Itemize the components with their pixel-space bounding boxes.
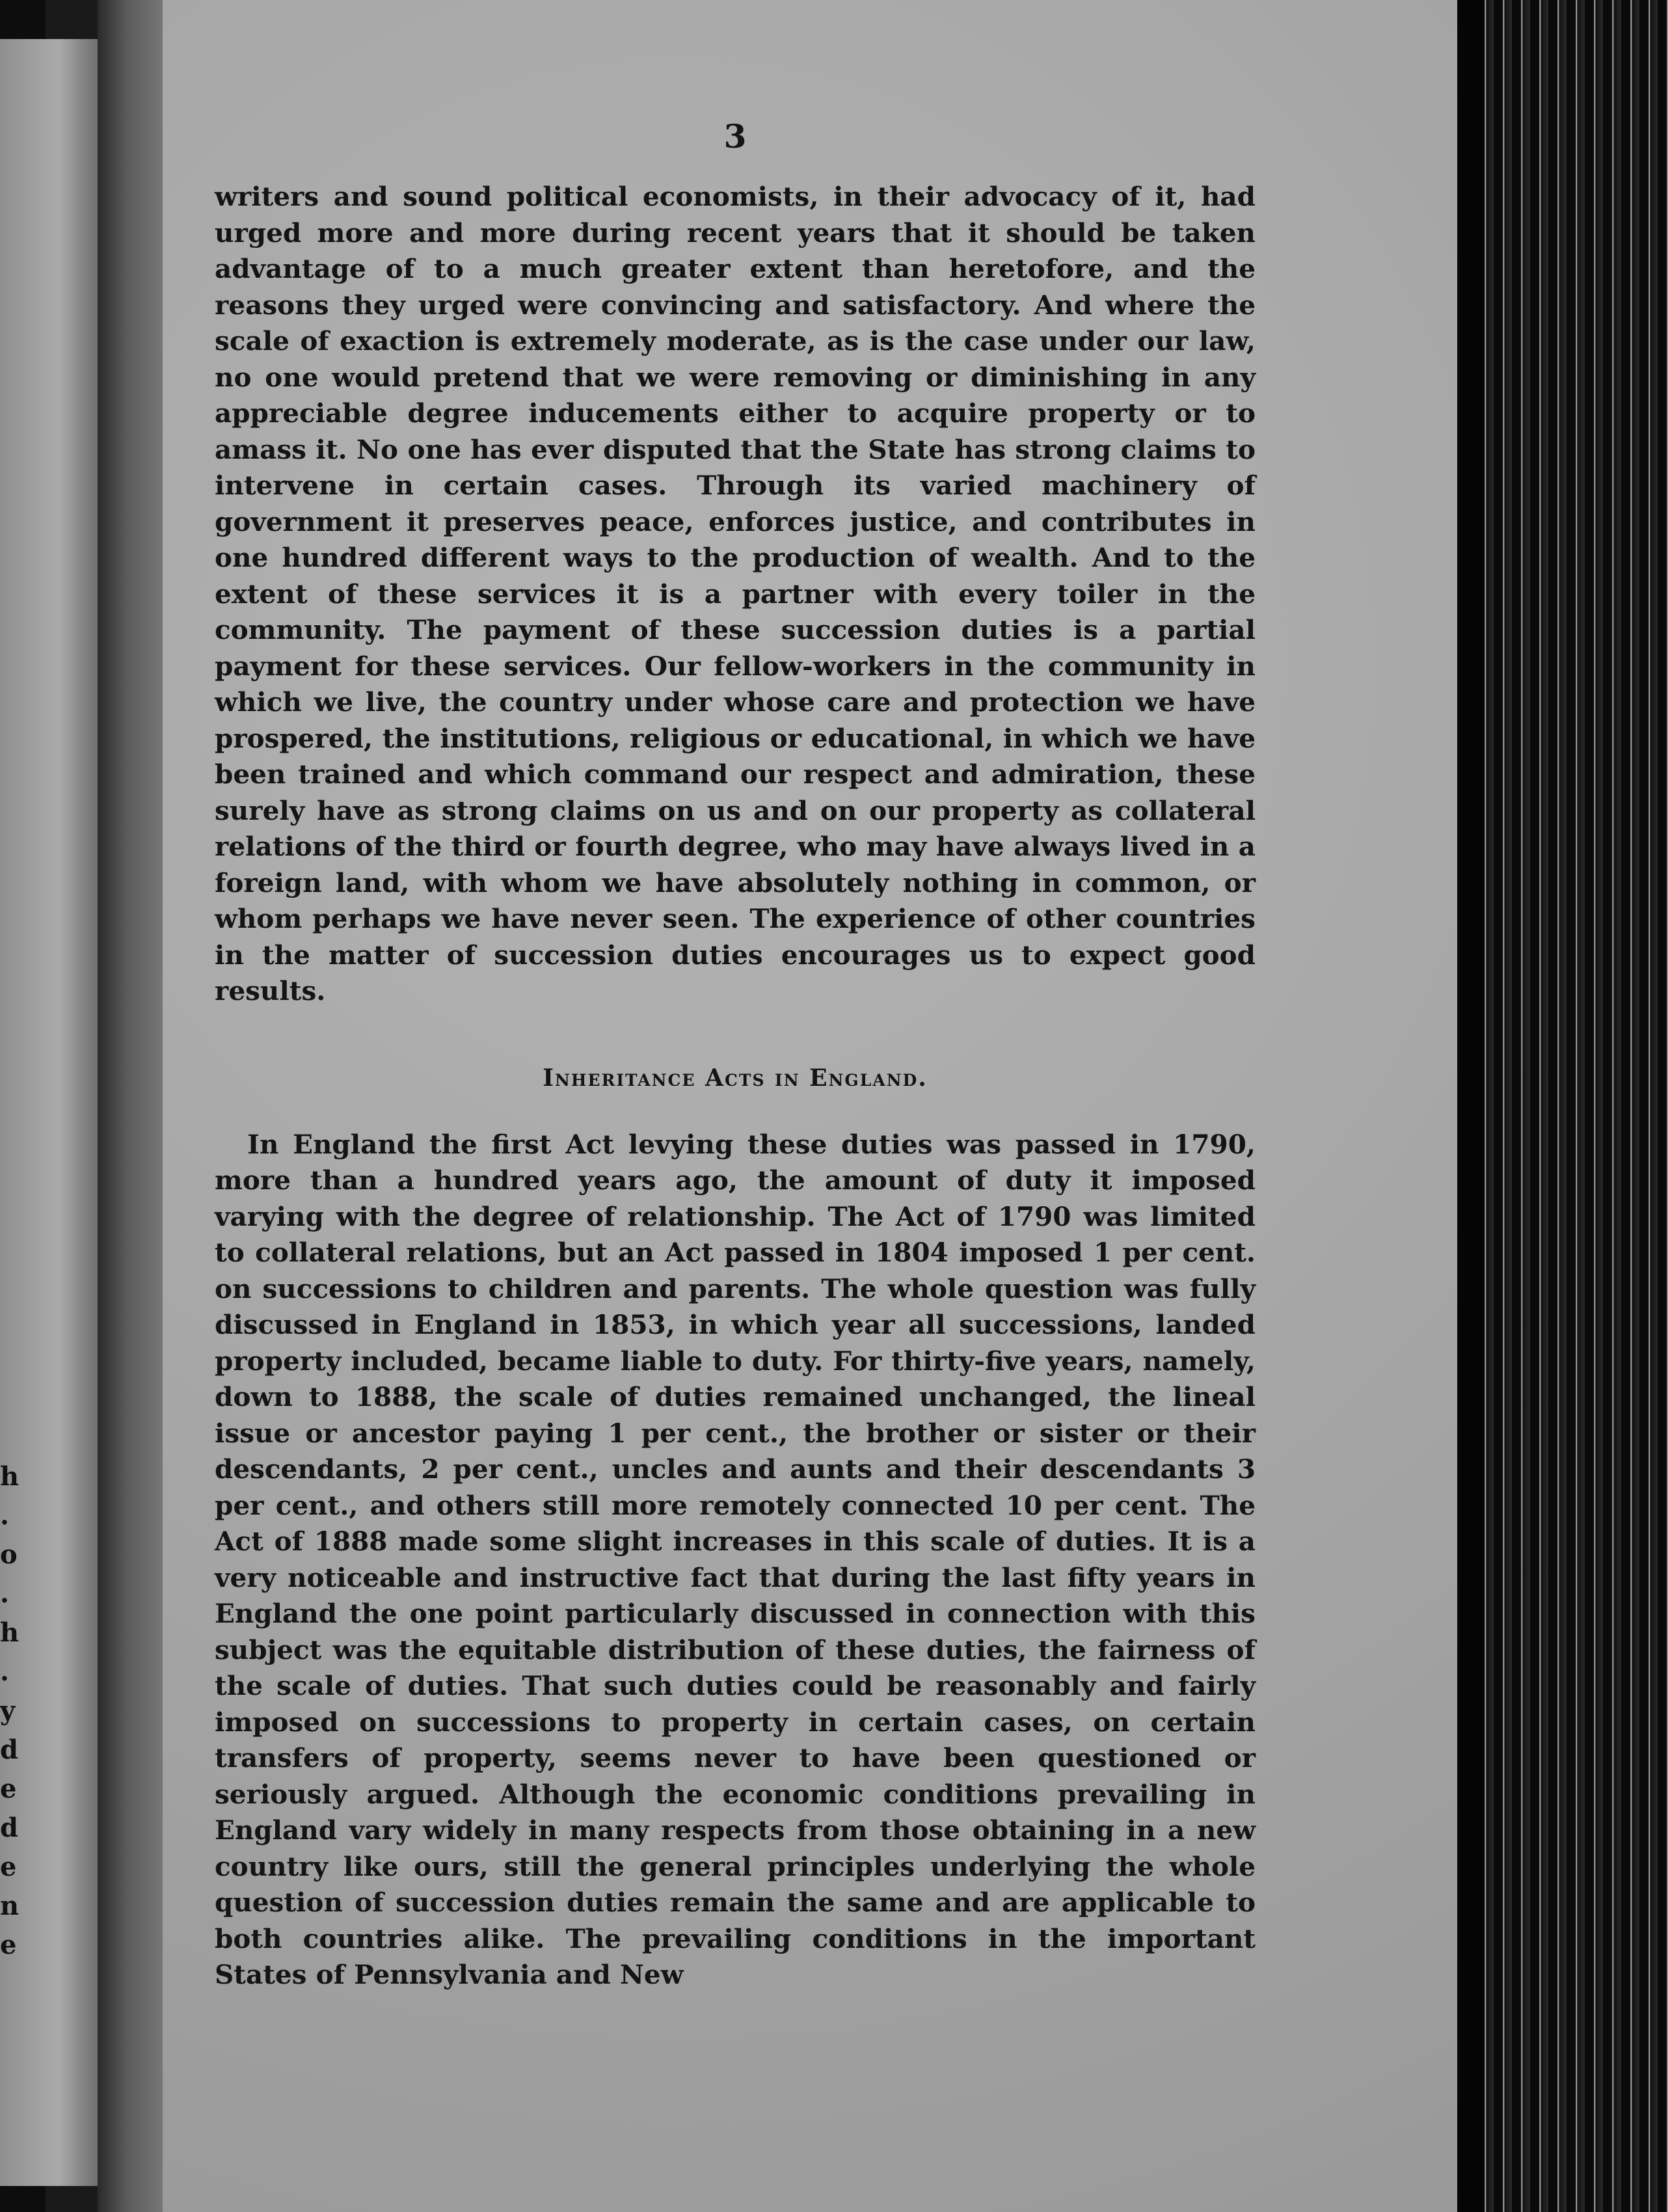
fragment-letter: d: [0, 1734, 18, 1765]
fragment-letter: o: [0, 1539, 18, 1570]
page-text: [215, 117, 1256, 1993]
body-paragraph: In England the first Act levying these duties was passed in 1790, more than a hundred years ago, the amount of duty it imposed varying with the degree of relationship. The Act of 1790 was limited to collateral relations, but an Act passed in 1804 imposed 1 per cent. on successions to children and parents. The whole question was fully discussed in England in 1853, in which year all successions, landed property included, became liable to duty. For thirty-five years, namely, down to 1888, the scale of duties remained unchanged, the lineal issue or ancestor paying 1 per cent., the brother or sister or their descendants, 2 per cent., uncles and aunts and their descendants 3 per cent., and others still more remotely connected 10 per cent. The Act of 1888 made some slight increases in this scale of duties. It is a very noticeable and instructive fact that during the last fifty years in England the one point particularly discussed in connection with this subject was the equitable distribution of these duties, the fairness of the scale of duties. That such duties could be reasonably and fairly imposed on successions to property in certain cases, on certain transfers of property, seems never to have been questioned or seriously argued. Although the economic conditions prevailing in England vary widely in many respects from those obtaining in a new country like ours, still the general principles underlying the whole question of succession duties remain the same and are applicable to both countries alike. The prevailing conditions in the important States of Pennsylvania and New: [215, 1128, 1256, 1990]
fragment-letter: d: [0, 1813, 18, 1843]
fragment-letter: h: [0, 1617, 20, 1648]
fragment-letter: e: [0, 1930, 17, 1960]
page-stack-edge: [1457, 0, 1668, 2212]
previous-page-edge: [0, 39, 98, 2186]
fragment-letter: y: [0, 1695, 16, 1726]
page-edge-shadow: [1457, 0, 1483, 2212]
fragment-letter: e: [0, 1852, 17, 1882]
fragment-letter: h: [0, 1461, 20, 1492]
fragment-letter: .: [0, 1656, 9, 1687]
fragment-letter: .: [0, 1500, 9, 1531]
page-number: 3: [723, 117, 747, 155]
previous-page-fragment: [0, 1457, 18, 1965]
fragment-letter: .: [0, 1578, 9, 1609]
section-heading: Inheritance Acts in England.: [543, 1064, 928, 1092]
body-paragraph: writers and sound political economists, in their advocacy of it, had urged more and more during recent years that it should be taken advantage of to a much greater extent than heretofore, and the reasons they urged were convincing and satisfactory. And where the scale of exaction is extremely moderate, as is the case under our law, no one would pretend that we were removing or diminishing in any appreciable degree inducements either to acquire property or to amass it. No one has ever disputed that the State has strong claims to intervene in certain cases. Through its varied machinery of government it preserves peace, enforces justice, and contributes in one hundred different ways to the production of wealth. And to the extent of these services it is a partner with every toiler in the community. The payment of these succession duties is a partial payment for these services. Our fellow-workers in the community in which we live, the country under whose care and protection we have prospered, the institutions, religious or educational, in which we have been trained and which command our respect and admiration, these surely have as strong claims on us and on our property as collateral relations of the third or fourth degree, who may have always lived in a foreign land, with whom we have absolutely nothing in common, or whom perhaps we have never seen. The experience of other countries in the matter of succession duties encourages us to expect good results.: [215, 181, 1256, 1006]
fragment-letter: n: [0, 1891, 20, 1921]
fragment-letter: e: [0, 1774, 17, 1804]
book-gutter: [98, 0, 169, 2212]
